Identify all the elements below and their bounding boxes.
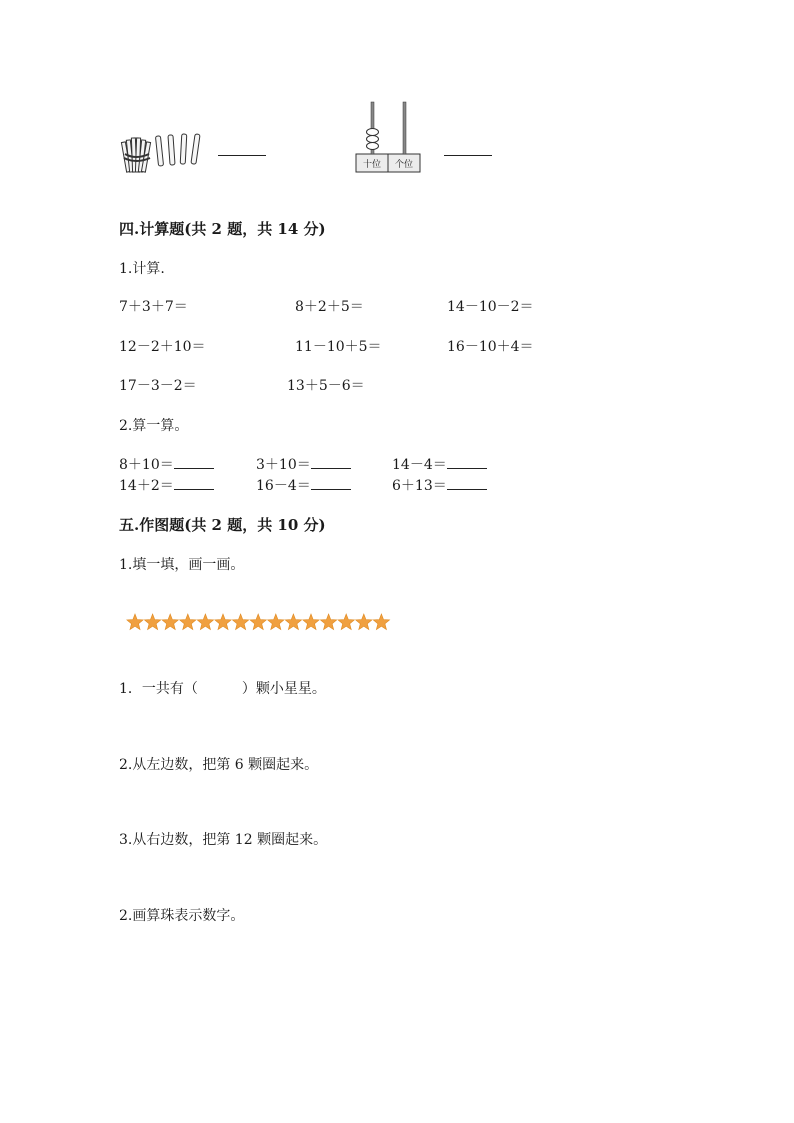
calc-item: 13＋5－6＝ [287, 378, 365, 394]
section5-heading: 五.作图题(共 2 题，共 10 分) [119, 516, 326, 534]
circle-from-right-question: 3.从右边数，把第 12 颗圈起来。 [119, 832, 328, 848]
fill-item [392, 477, 487, 495]
calc-item: 14－10－2＝ [447, 299, 534, 315]
fill-blank[interactable] [447, 477, 487, 490]
star-icon[interactable] [338, 614, 354, 630]
calc-item: 16－10＋4＝ [447, 339, 534, 355]
star-icon[interactable] [303, 614, 319, 630]
circle-from-left-question: 2.从左边数，把第 6 颗圈起来。 [119, 757, 319, 773]
calc-item: 11－10＋5＝ [295, 339, 382, 355]
fill-blank[interactable] [447, 456, 487, 469]
fill-item [392, 456, 487, 474]
star-row [126, 612, 396, 632]
calc-item: 8＋2＋5＝ [295, 299, 364, 315]
star-icon[interactable] [285, 614, 301, 630]
fill-blank[interactable] [174, 477, 214, 490]
fill-expression: 8＋10＝ [119, 457, 174, 473]
section4-q1-title: 1.计算. [119, 261, 165, 277]
fill-item [256, 456, 351, 474]
section5-q2-title: 2.画算珠表示数字。 [119, 908, 245, 924]
fill-item [119, 477, 214, 495]
star-count-prefix: 1．一共有（ [119, 681, 198, 697]
star-count-question [119, 680, 326, 698]
calc-item: 17－3－2＝ [119, 378, 197, 394]
abacus-illustration [353, 100, 423, 176]
star-icon[interactable] [373, 614, 389, 630]
section4-heading: 四.计算题(共 2 题，共 14 分) [119, 220, 326, 238]
fill-item [119, 456, 214, 474]
star-count-suffix: ）颗小星星。 [241, 681, 326, 697]
star-icon[interactable] [250, 614, 266, 630]
calc-item: 7＋3＋7＝ [119, 299, 188, 315]
star-icon[interactable] [197, 614, 213, 630]
star-icon[interactable] [180, 614, 196, 630]
fill-expression: 6＋13＝ [392, 478, 447, 494]
fill-expression: 14－4＝ [392, 457, 447, 473]
star-icon[interactable] [144, 614, 160, 630]
bundle-sticks-illustration [120, 128, 210, 178]
fill-blank[interactable] [174, 456, 214, 469]
star-icon[interactable] [356, 614, 372, 630]
star-icon[interactable] [127, 614, 143, 630]
star-icon[interactable] [268, 614, 284, 630]
section4-q2-title: 2.算一算。 [119, 418, 189, 434]
star-icon[interactable] [215, 614, 231, 630]
answer-line-abacus[interactable] [444, 155, 492, 156]
star-icon[interactable] [232, 614, 248, 630]
section5-q1-title: 1.填一填，画一画。 [119, 557, 245, 573]
fill-expression: 16－4＝ [256, 478, 311, 494]
fill-expression: 3＋10＝ [256, 457, 311, 473]
abacus-tens-label: 十位 [362, 160, 382, 170]
abacus-ones-label: 个位 [394, 160, 414, 170]
calc-item: 12－2＋10＝ [119, 339, 206, 355]
fill-blank[interactable] [311, 477, 351, 490]
answer-line-sticks[interactable] [218, 155, 266, 156]
star-icon[interactable] [162, 614, 178, 630]
star-icon[interactable] [320, 614, 336, 630]
fill-item [256, 477, 351, 495]
fill-blank[interactable] [311, 456, 351, 469]
fill-expression: 14＋2＝ [119, 478, 174, 494]
